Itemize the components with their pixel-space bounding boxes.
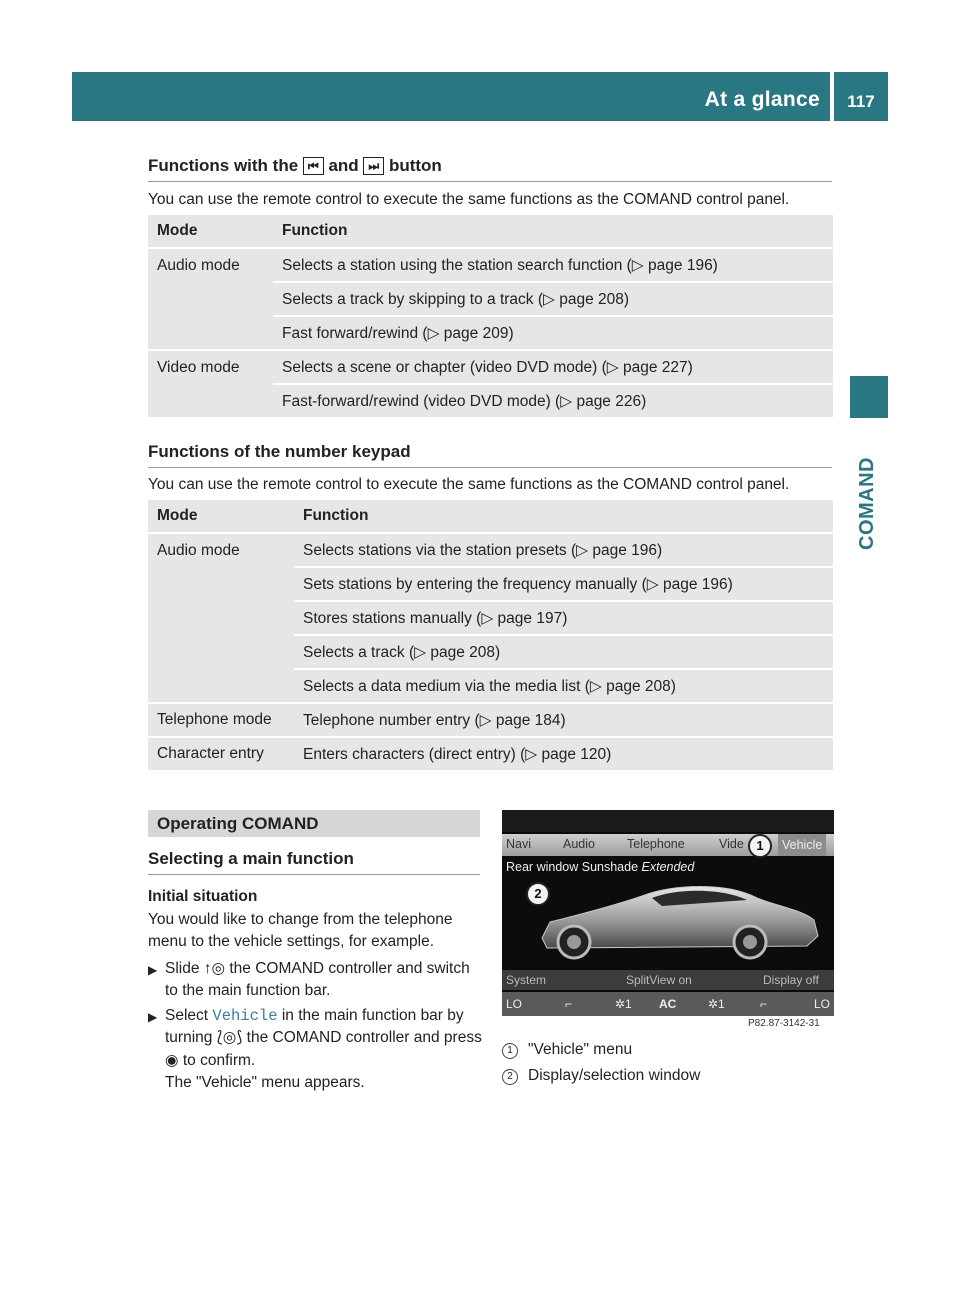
situation-paragraph: You would like to change from the telephone menu to the vehicle settings, for example. bbox=[148, 910, 453, 950]
col-function-header: Function bbox=[294, 500, 833, 532]
mode-cell: Video mode bbox=[148, 351, 273, 417]
menu-navi: Navi bbox=[506, 837, 532, 851]
legend-number: 2 bbox=[502, 1069, 518, 1085]
section1-intro: You can use the remote control to execute the same functions as the COMAND control panel. bbox=[148, 191, 790, 208]
table-row bbox=[148, 738, 833, 770]
status-display-off: Display off bbox=[763, 973, 819, 987]
function-cell: Sets stations by entering the frequency manually (▷ page 196) bbox=[294, 568, 833, 600]
heading-text: and bbox=[328, 156, 359, 175]
skip-forward-icon: ⏭ bbox=[363, 157, 384, 175]
callout-1: 1 bbox=[748, 834, 772, 858]
comand-screen-illustration bbox=[502, 810, 834, 1016]
table-row bbox=[148, 704, 833, 736]
step-result: The "Vehicle" menu appears. bbox=[165, 1074, 365, 1091]
step-arrow-icon: ▶ bbox=[148, 962, 158, 977]
status-splitview: SplitView on bbox=[626, 973, 692, 987]
legend-item bbox=[502, 1067, 700, 1085]
controller-slide-icon: ↑◎ bbox=[203, 959, 226, 977]
step-text: the COMAND controller and switch to the main function bar. bbox=[165, 959, 470, 999]
status-bar bbox=[502, 970, 834, 990]
display-heading bbox=[506, 860, 694, 874]
function-cell: Enters characters (direct entry) (▷ page 120) bbox=[294, 738, 833, 770]
menu-video: Vide bbox=[719, 837, 744, 851]
display-heading-value: Extended bbox=[641, 860, 695, 874]
function-cell: Stores stations manually (▷ page 197) bbox=[294, 602, 833, 634]
col-mode-header: Mode bbox=[148, 215, 273, 247]
section1-table bbox=[148, 213, 833, 419]
function-cell: Selects stations via the station presets (▷ page 196) bbox=[294, 534, 833, 566]
function-cell: Selects a track by skipping to a track (▷ page 208) bbox=[273, 283, 833, 315]
seat-heat-right-icon: ⌐ bbox=[760, 997, 768, 1011]
step-2 bbox=[148, 1005, 482, 1095]
step-text: to confirm. bbox=[182, 1051, 256, 1069]
side-label bbox=[844, 440, 894, 570]
operating-heading: Selecting a main function bbox=[148, 849, 480, 875]
climate-temp-right: LO bbox=[814, 997, 831, 1011]
legend-text: Display/selection window bbox=[528, 1067, 701, 1084]
controller-press-icon: ◉ bbox=[165, 1051, 179, 1069]
mode-cell: Audio mode bbox=[148, 249, 273, 349]
controller-turn-icon: ⟅◎⟆ bbox=[216, 1029, 243, 1046]
menu-item-code: Vehicle bbox=[212, 1006, 278, 1025]
table-row bbox=[148, 534, 833, 566]
step-text: in the main function bar by turning bbox=[165, 1006, 464, 1046]
step-text: Slide bbox=[165, 959, 200, 977]
display-heading-text: Rear window Sunshade bbox=[506, 860, 639, 874]
side-label-text: COMAND bbox=[856, 457, 878, 550]
section2-table bbox=[148, 498, 833, 772]
mode-cell: Character entry bbox=[148, 738, 294, 770]
main-function-bar bbox=[502, 834, 834, 856]
seat-heat-left-icon: ⌐ bbox=[565, 997, 573, 1011]
col-mode-header: Mode bbox=[148, 500, 294, 532]
section2-heading: Functions of the number keypad bbox=[148, 442, 832, 468]
function-cell: Selects a data medium via the media list (▷ page 208) bbox=[294, 670, 833, 702]
step-text: Select bbox=[165, 1006, 209, 1024]
function-cell: Fast-forward/rewind (video DVD mode) (▷ page 226) bbox=[273, 385, 833, 417]
mode-cell: Telephone mode bbox=[148, 704, 294, 736]
car-image bbox=[502, 876, 834, 970]
screen-top-band bbox=[502, 810, 834, 832]
legend-number: 1 bbox=[502, 1043, 518, 1059]
header-title: At a glance bbox=[704, 88, 820, 111]
mode-cell: Audio mode bbox=[148, 534, 294, 702]
side-tab-marker bbox=[850, 376, 888, 418]
step-1 bbox=[148, 958, 482, 1003]
heading-text: Functions with the bbox=[148, 156, 299, 175]
section2-intro: You can use the remote control to execute the same functions as the COMAND control panel. bbox=[148, 476, 790, 493]
legend-text: "Vehicle" menu bbox=[528, 1041, 633, 1058]
function-cell: Fast forward/rewind (▷ page 209) bbox=[273, 317, 833, 349]
table-row bbox=[148, 249, 833, 281]
step-text: the COMAND controller and press bbox=[246, 1029, 482, 1046]
figure-code: P82.87-3142-31 bbox=[748, 1018, 820, 1029]
function-cell: Selects a station using the station search function (▷ page 196) bbox=[273, 249, 833, 281]
table-header-row bbox=[148, 500, 833, 532]
col-function-header: Function bbox=[273, 215, 833, 247]
subheading: Initial situation bbox=[148, 888, 258, 905]
ac-indicator: AC bbox=[659, 997, 677, 1011]
menu-audio: Audio bbox=[563, 837, 595, 851]
step-arrow-icon: ▶ bbox=[148, 1009, 158, 1024]
skip-back-icon: ⏮ bbox=[303, 157, 324, 175]
fan-right-icon: ✲1 bbox=[708, 997, 725, 1011]
status-system: System bbox=[506, 973, 547, 987]
fan-left-icon: ✲1 bbox=[615, 997, 632, 1011]
legend-item bbox=[502, 1041, 632, 1059]
operating-body bbox=[148, 886, 482, 1095]
climate-bar bbox=[502, 992, 834, 1016]
function-cell: Selects a scene or chapter (video DVD mode) (▷ page 227) bbox=[273, 351, 833, 383]
section1-heading bbox=[148, 156, 832, 182]
page-number: 117 bbox=[847, 92, 875, 111]
menu-telephone: Telephone bbox=[627, 837, 685, 851]
function-cell: Selects a track (▷ page 208) bbox=[294, 636, 833, 668]
heading-text: button bbox=[388, 156, 442, 175]
table-row bbox=[148, 351, 833, 383]
callout-2: 2 bbox=[526, 882, 550, 906]
section-band: Operating COMAND bbox=[148, 810, 480, 837]
menu-vehicle: Vehicle bbox=[778, 834, 826, 856]
table-header-row bbox=[148, 215, 833, 247]
function-cell: Telephone number entry (▷ page 184) bbox=[294, 704, 833, 736]
climate-temp-left: LO bbox=[506, 997, 523, 1011]
